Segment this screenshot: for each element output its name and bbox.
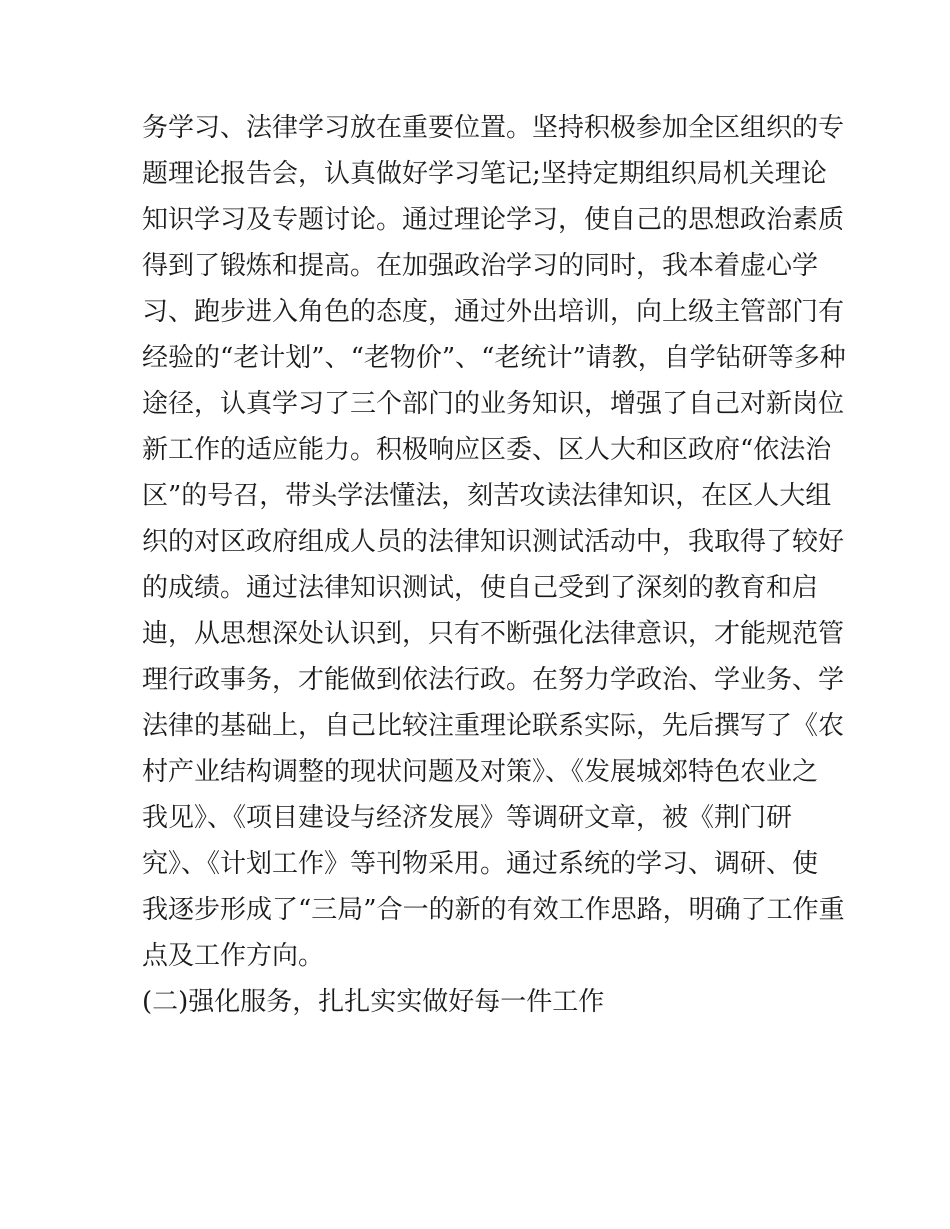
- text-line: 理行政事务，才能做到依法行政。在努力学政治、学业务、学: [142, 665, 845, 695]
- text-line: 究》、《计划工作》等刊物采用。通过系统的学习、调研、使: [142, 849, 819, 879]
- text-line: 迪，从思想深处认识到，只有不断强化法律意识，才能规范管: [142, 619, 845, 649]
- text-line: 法律的基础上，自己比较注重理论联系实际，先后撰写了《农: [142, 711, 845, 741]
- text-line: 村产业结构调整的现状问题及对策》、《发展城郊特色农业之: [142, 757, 819, 787]
- text-line: 习、跑步进入角色的态度，通过外出培训，向上级主管部门有: [142, 297, 845, 327]
- text-line: 我见》、《项目建设与经济发展》等调研文章，被《荆门研: [142, 803, 793, 833]
- text-line: 务学习、法律学习放在重要位置。坚持积极参加全区组织的专: [142, 113, 845, 143]
- text-line: 题理论报告会，认真做好学习笔记;坚持定期组织局机关理论: [142, 159, 827, 189]
- text-line: 途径，认真学习了三个部门的业务知识，增强了自己对新岗位: [142, 389, 845, 419]
- text-line: 新工作的适应能力。积极响应区委、区人大和区政府“依法治: [142, 435, 832, 465]
- section-heading: (二)强化服务，扎扎实实做好每一件工作: [142, 987, 605, 1017]
- text-line: 知识学习及专题讨论。通过理论学习，使自己的思想政治素质: [142, 205, 845, 235]
- text-line: 经验的“老计划”、“老物价”、“老统计”请教，自学钻研等多种: [142, 343, 846, 373]
- body-text: [142, 105, 846, 1025]
- text-line: 我逐步形成了“三局”合一的新的有效工作思路，明确了工作重: [142, 895, 845, 925]
- text-line: 点及工作方向。: [142, 941, 325, 971]
- text-line: 织的对区政府组成人员的法律知识测试活动中，我取得了较好: [142, 527, 845, 557]
- text-line: 的成绩。通过法律知识测试，使自己受到了深刻的教育和启: [142, 573, 819, 603]
- text-line: 区”的号召，带头学法懂法，刻苦攻读法律知识，在区人大组: [142, 481, 832, 511]
- text-line: 得到了锻炼和提高。在加强政治学习的同时，我本着虚心学: [142, 251, 819, 281]
